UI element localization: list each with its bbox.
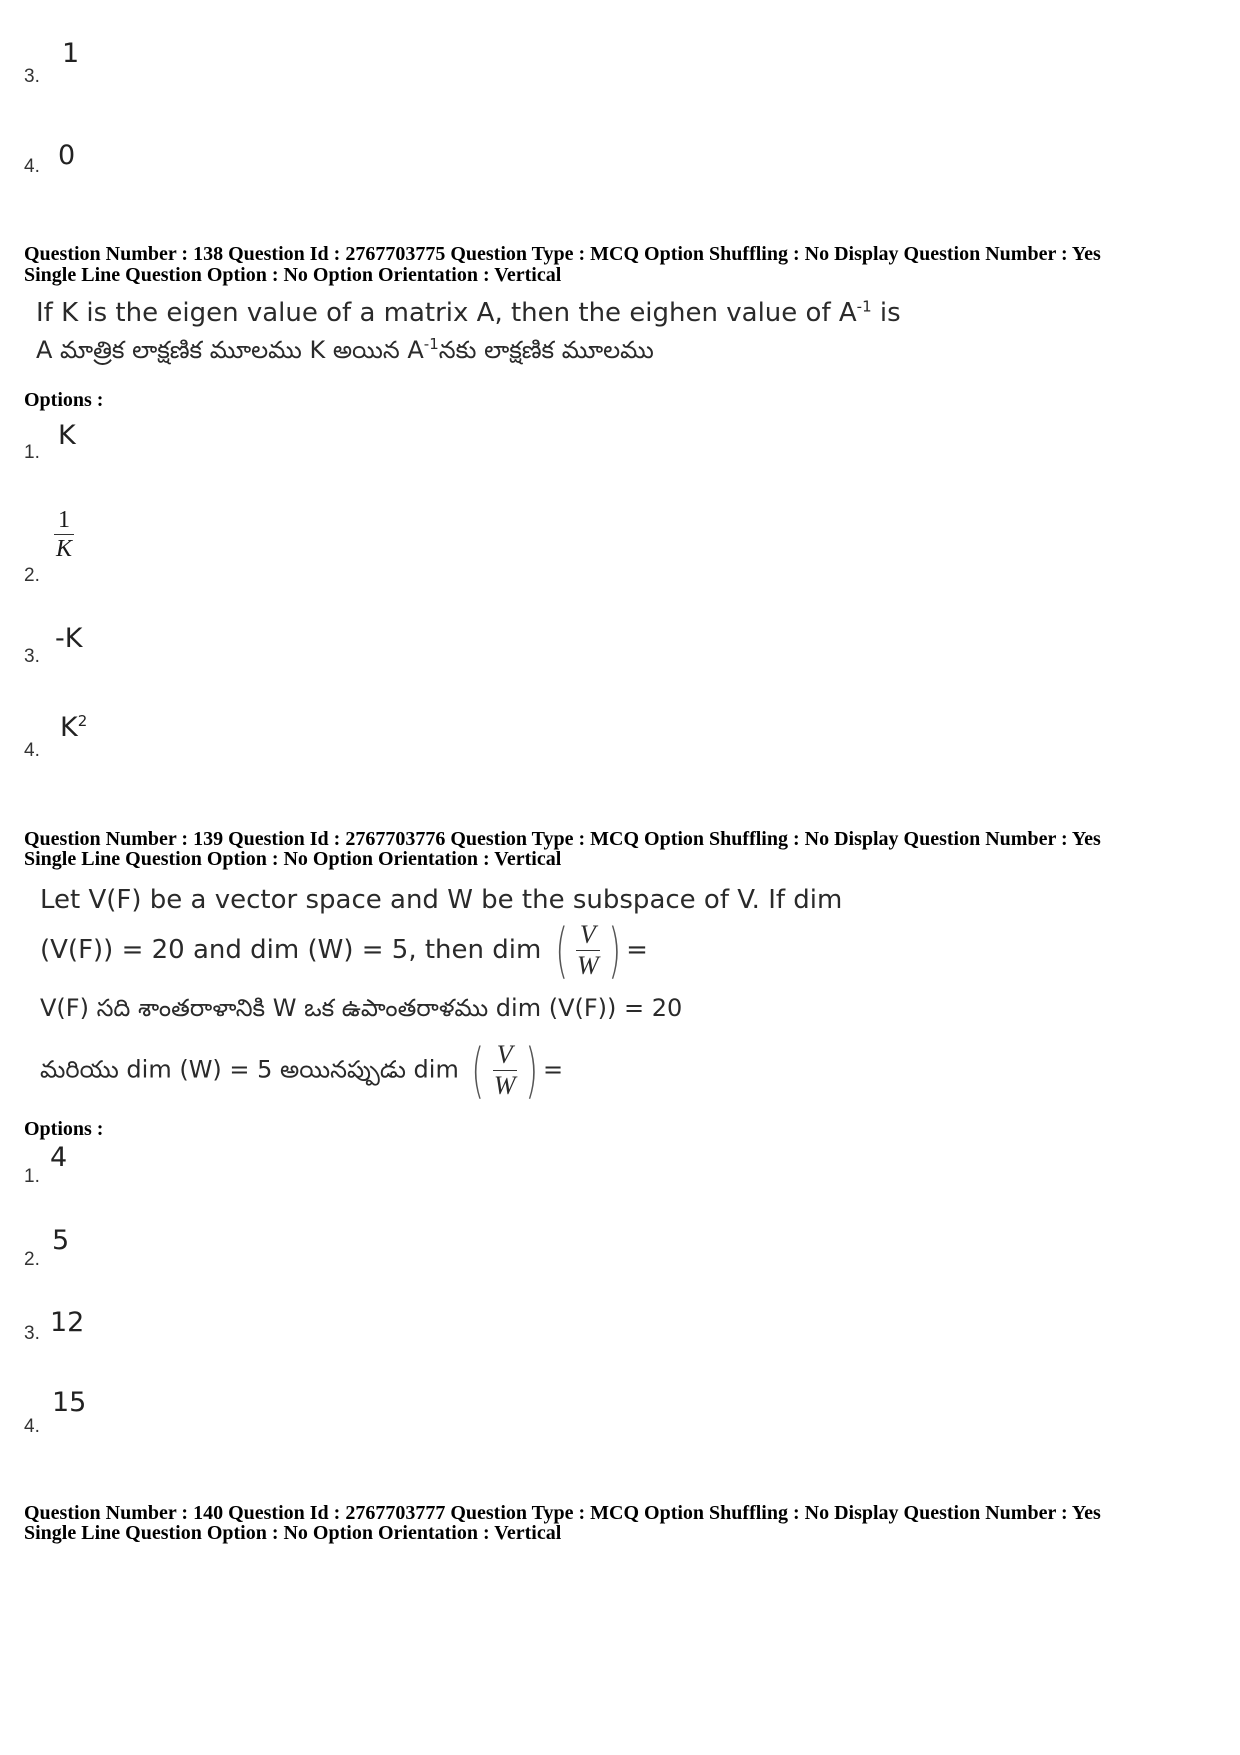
q138-option-4-value: $K^2$ bbox=[60, 712, 88, 743]
q139-option-4-number: 4. bbox=[24, 1416, 40, 1437]
q139-question-telugu-line1: V(F) సది శాంతరాళానికి W ఒక ఉపాంతరాళము dim (V(F)) = 20 bbox=[40, 994, 683, 1022]
q138-meta-line1: Question Number : 138 Question Id : 2767703775 Question Type : MCQ Option Shuffling : No Display Question Number : Yes bbox=[24, 243, 1101, 265]
q139-option-4-value: 15 bbox=[52, 1387, 87, 1418]
q138-meta-line2: Single Line Question Option : No Option Orientation : Vertical bbox=[24, 264, 562, 286]
prev-option-4-number: 4. bbox=[24, 156, 40, 177]
q138-option-2-fraction: $\frac{1}{K}$ bbox=[56, 507, 73, 562]
q138-option-2-number: 2. bbox=[24, 565, 40, 586]
q140-meta-line1: Question Number : 140 Question Id : 2767703777 Question Type : MCQ Option Shuffling : No Display Question Number : Yes bbox=[24, 1502, 1101, 1524]
q139-option-1-number: 1. bbox=[24, 1166, 40, 1187]
q138-question-telugu: A మాత్రిక లాక్షణిక మూలము K అయిన $A^{-1}నకు$ లాక్షణిక మూలము bbox=[36, 335, 654, 364]
q139-question-english-line1: Let V(F) be a vector space and W be the subspace of V. If dim bbox=[40, 885, 843, 915]
q139-question-english-line2: (V(F)) = 20 and dim (W) = 5, then dim ( $\frac{V}{W}$ ) = bbox=[40, 915, 648, 986]
q139-options-label: Options : bbox=[24, 1118, 104, 1140]
q139-option-2-value: 5 bbox=[52, 1225, 70, 1256]
prev-option-4-value: 0 bbox=[58, 140, 76, 171]
q139-v-over-w-fraction-telugu: ( $\frac{V}{W}$ ) bbox=[471, 1035, 538, 1106]
q138-options-label: Options : bbox=[24, 389, 104, 411]
q139-option-2-number: 2. bbox=[24, 1249, 40, 1270]
q138-option-1-number: 1. bbox=[24, 442, 40, 463]
q140-meta-line2: Single Line Question Option : No Option Orientation : Vertical bbox=[24, 1522, 562, 1544]
q139-meta-line2: Single Line Question Option : No Option Orientation : Vertical bbox=[24, 848, 562, 870]
q138-option-4-number: 4. bbox=[24, 740, 40, 761]
q139-v-over-w-fraction: ( $\frac{V}{W}$ ) bbox=[554, 915, 621, 986]
q138-option-1-value: K bbox=[58, 420, 76, 451]
q138-question-english: If K is the eigen value of a matrix A, then the eighen value of $A^{-1}$ is bbox=[36, 297, 901, 328]
q138-option-3-value: -K bbox=[55, 623, 83, 654]
q139-option-3-number: 3. bbox=[24, 1323, 40, 1344]
prev-option-3-value: 1 bbox=[62, 38, 80, 69]
q139-option-3-value: 12 bbox=[50, 1307, 85, 1338]
q139-meta-line1: Question Number : 139 Question Id : 2767703776 Question Type : MCQ Option Shuffling : No Display Question Number : Yes bbox=[24, 828, 1101, 850]
q139-question-telugu-line2: మరియు dim (W) = 5 అయినప్పుడు dim ( $\frac{V}{W}$ ) = bbox=[40, 1035, 564, 1106]
q138-option-3-number: 3. bbox=[24, 646, 40, 667]
prev-option-3-number: 3. bbox=[24, 66, 40, 87]
q139-option-1-value: 4 bbox=[50, 1142, 68, 1173]
